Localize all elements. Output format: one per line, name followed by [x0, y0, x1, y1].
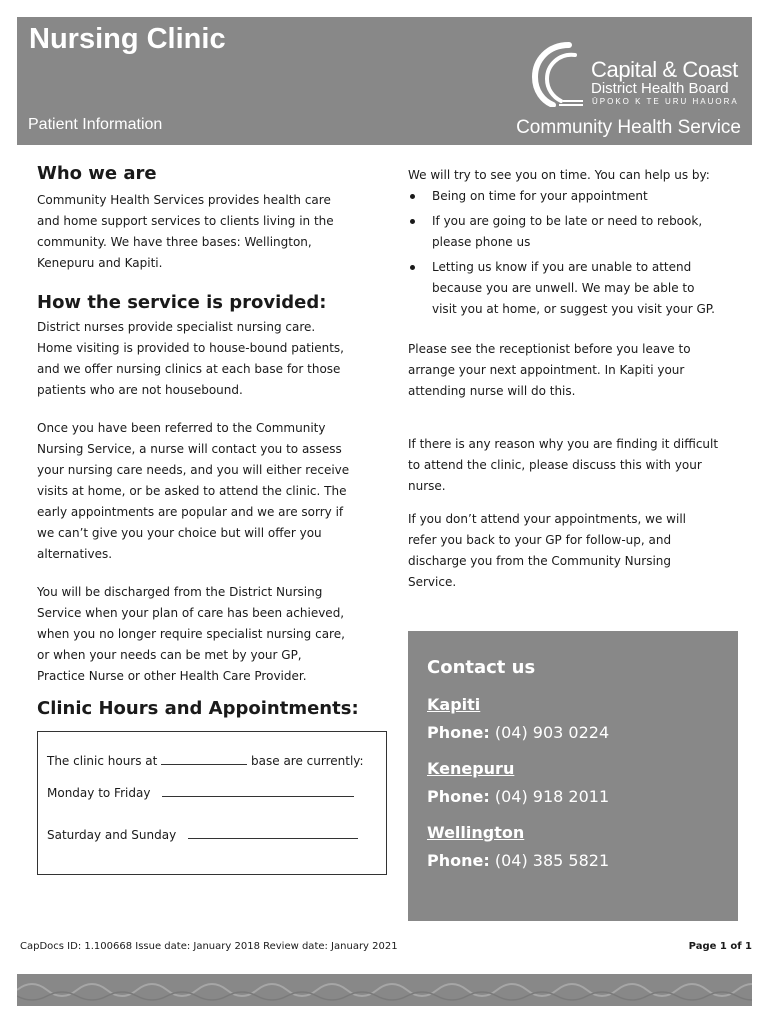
how-line: and we offer nursing clinics at each base for those	[37, 362, 341, 376]
bullet-line: Letting us know if you are unable to attend	[432, 260, 692, 274]
who-we-are-section	[37, 163, 369, 274]
help-list	[408, 186, 738, 320]
difficulty-line: If there is any reason why you are finding it difficult	[408, 437, 719, 451]
contact-us-box	[408, 631, 738, 921]
pattern-band-icon	[17, 974, 752, 1006]
how-line: You will be discharged from the District Nursing	[37, 585, 323, 599]
how-line: Home visiting is provided to house-bound patients,	[37, 341, 344, 355]
decorative-footer-band	[17, 974, 752, 1006]
how-line: patients who are not housebound.	[37, 383, 243, 397]
list-item	[408, 186, 738, 207]
contact-heading: Contact us	[427, 657, 536, 678]
how-line: Practice Nurse or other Health Care Provider.	[37, 669, 307, 683]
clinic-hours-section	[37, 698, 369, 719]
phone-number: (04) 903 0224	[494, 723, 610, 742]
who-line: community. We have three bases: Wellington,	[37, 235, 312, 249]
bullet-line: visit you at home, or suggest you visit your GP.	[432, 302, 715, 316]
how-section	[37, 292, 369, 687]
page-subtitle: Patient Information	[28, 116, 163, 133]
page-number: Page 1 of 1	[688, 941, 752, 952]
phone-number: (04) 385 5821	[494, 851, 610, 870]
hours-prefix: The clinic hours at	[47, 754, 158, 768]
header-banner	[17, 17, 752, 145]
service-name: Community Health Service	[516, 117, 741, 138]
receptionist-line: attending nurse will do this.	[408, 384, 576, 398]
appointments-info-section	[408, 165, 738, 593]
weekday-blank-field[interactable]	[162, 784, 354, 797]
page-title: Nursing Clinic	[29, 23, 226, 55]
how-line: visits at home, or be asked to attend the clinic. The	[37, 484, 347, 498]
weekend-line	[47, 826, 358, 842]
contact-phone-wellington	[427, 851, 609, 870]
contact-place-wellington: Wellington	[427, 823, 525, 842]
phone-label: Phone:	[427, 723, 490, 742]
how-line: your nursing care needs, and you will either receive	[37, 463, 350, 477]
page-footer	[20, 941, 752, 957]
who-line: and home support services to clients living in the	[37, 214, 334, 228]
how-line: Nursing Service, a nurse will contact you to assess	[37, 442, 342, 456]
hours-suffix: base are currently:	[251, 754, 364, 768]
document-id: CapDocs ID: 1.100668 Issue date: January 2018 Review date: January 2021	[20, 941, 398, 952]
discharge-line: Service.	[408, 575, 457, 589]
difficulty-line: nurse.	[408, 479, 446, 493]
weekend-blank-field[interactable]	[188, 826, 358, 839]
how-line: Service when your plan of care has been achieved,	[37, 606, 345, 620]
contact-place-kenepuru: Kenepuru	[427, 759, 515, 778]
list-item	[408, 257, 738, 320]
how-line: alternatives.	[37, 547, 113, 561]
dhb-logo	[529, 41, 744, 111]
difficulty-line: to attend the clinic, please discuss this with your	[408, 458, 702, 472]
contact-place-kapiti: Kapiti	[427, 695, 481, 714]
phone-label: Phone:	[427, 851, 490, 870]
discharge-line: refer you back to your GP for follow-up, and	[408, 533, 672, 547]
logo-text-name: Capital & Coast	[591, 57, 738, 82]
phone-number: (04) 918 2011	[494, 787, 610, 806]
clinic-hours-box	[37, 731, 387, 875]
who-we-are-heading: Who we are	[37, 163, 157, 184]
bullet-line: because you are unwell. We may be able to	[432, 281, 695, 295]
how-line: Once you have been referred to the Community	[37, 421, 326, 435]
how-line: or when your needs can be met by your GP,	[37, 648, 302, 662]
who-line: Kenepuru and Kapiti.	[37, 256, 163, 270]
contact-phone-kenepuru	[427, 787, 609, 806]
bullet-line: please phone us	[432, 235, 531, 249]
base-blank-field[interactable]	[161, 752, 247, 765]
receptionist-line: arrange your next appointment. In Kapiti your	[408, 363, 685, 377]
receptionist-line: Please see the receptionist before you leave to	[408, 342, 691, 356]
bullet-line: If you are going to be late or need to rebook,	[432, 214, 703, 228]
discharge-line: If you don’t attend your appointments, we will	[408, 512, 686, 526]
discharge-line: discharge you from the Community Nursing	[408, 554, 671, 568]
contact-phone-kapiti	[427, 723, 609, 742]
logo-text-board: District Health Board	[591, 80, 729, 97]
phone-label: Phone:	[427, 787, 490, 806]
weekend-label: Saturday and Sunday	[47, 828, 177, 842]
who-line: Community Health Services provides health care	[37, 193, 331, 207]
right-intro: We will try to see you on time. You can help us by:	[408, 168, 710, 182]
how-heading: How the service is provided:	[37, 292, 327, 313]
weekday-label: Monday to Friday	[47, 786, 151, 800]
how-line: District nurses provide specialist nursing care.	[37, 320, 316, 334]
hours-base-line	[47, 752, 364, 768]
how-line: early appointments are popular and we are sorry if	[37, 505, 344, 519]
how-line: when you no longer require specialist nursing care,	[37, 627, 345, 641]
list-item	[408, 211, 738, 253]
logo-mark-icon	[529, 41, 585, 107]
clinic-hours-heading: Clinic Hours and Appointments:	[37, 698, 359, 719]
weekday-line	[47, 784, 354, 800]
logo-text-maori: ŪPOKO K TE URU HAUORA	[592, 97, 739, 106]
how-line: we can’t give you your choice but will offer you	[37, 526, 322, 540]
bullet-line: Being on time for your appointment	[432, 189, 648, 203]
